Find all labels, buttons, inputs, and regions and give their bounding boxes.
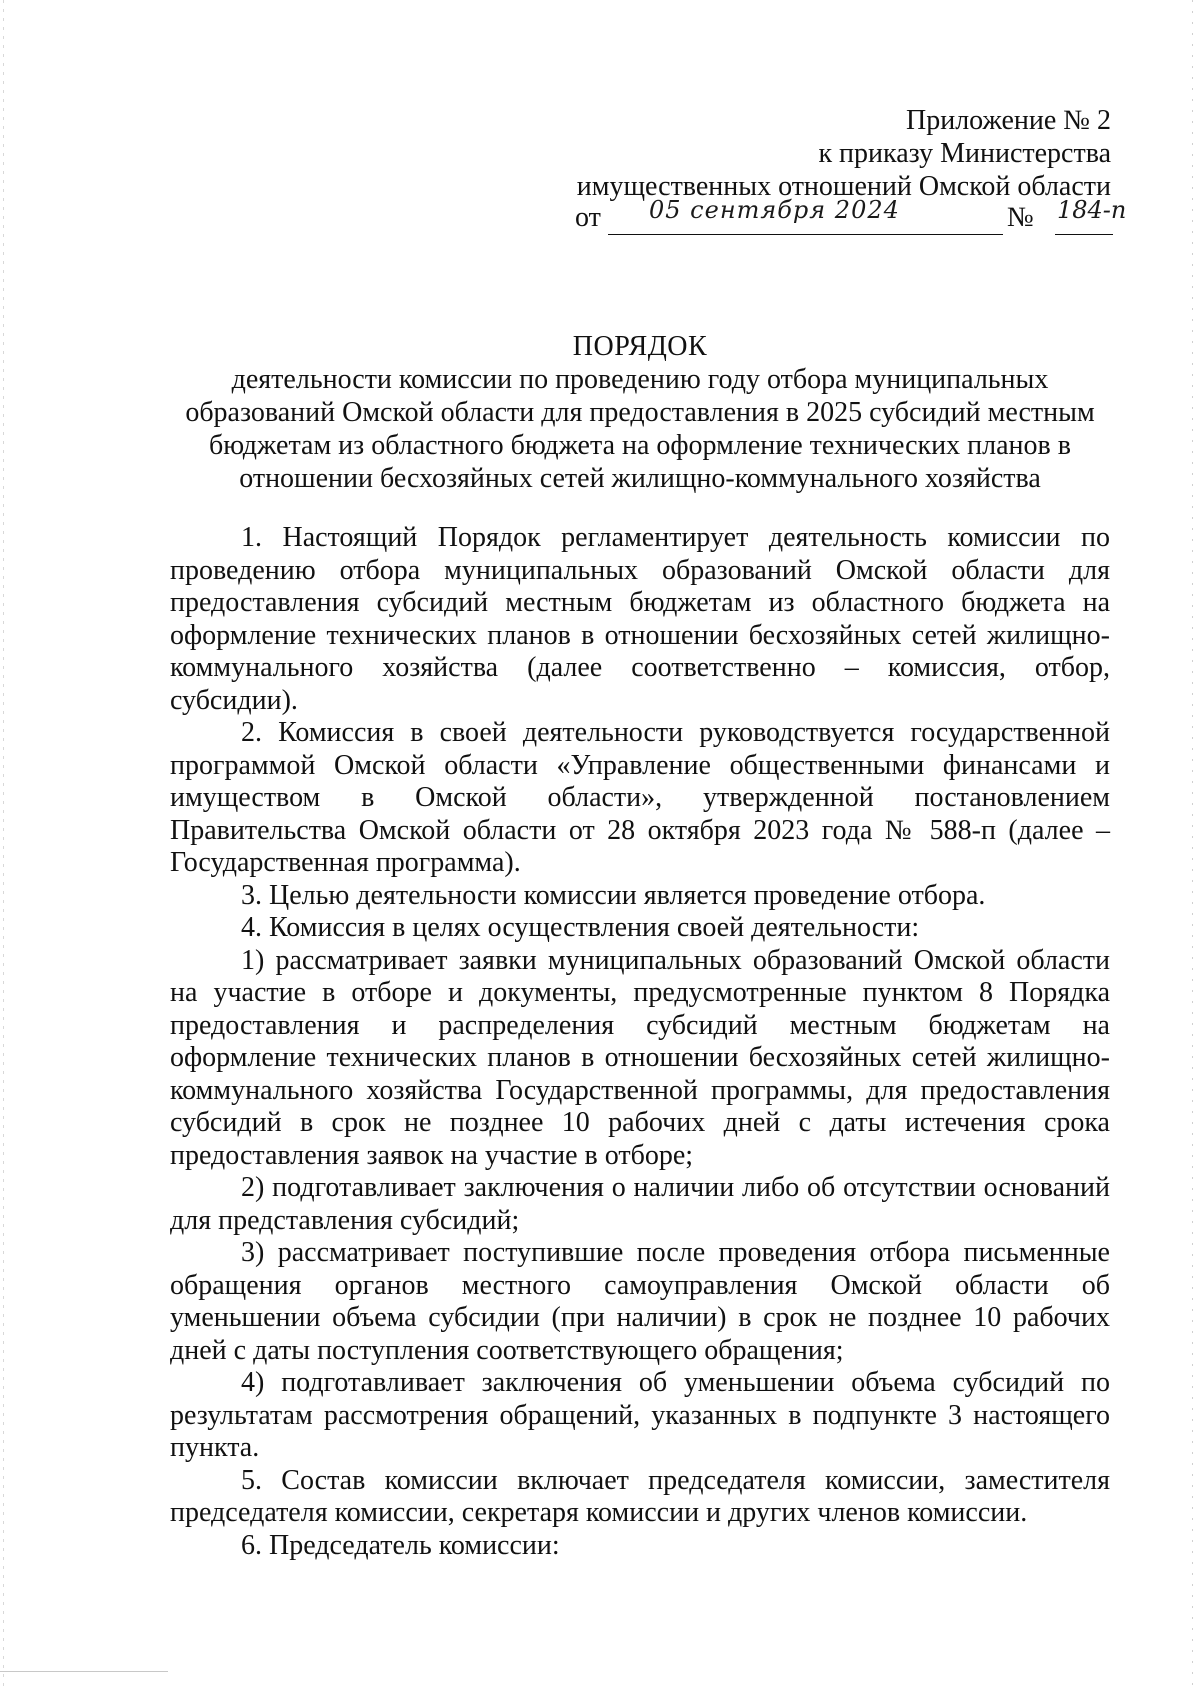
paragraph: 6. Председатель комиссии:: [241, 1529, 560, 1561]
scan-edge-left: [3, 0, 4, 1686]
handwritten-number: 184-п: [1057, 196, 1127, 224]
paragraph: 3) рассматривает поступившие после проведения отбора письменные обращения органов местного самоуправления Омской области об уменьшении объема субсидии (при наличии) в срок не позднее 10 рабочих дней с даты поступления соответствующего обращения;: [170, 1237, 1110, 1366]
appendix-header: [577, 104, 1111, 203]
paragraph: 2) подготавливает заключения о наличии либо об отсутствии оснований для представления субсидий;: [170, 1172, 1110, 1236]
paragraph: 1. Настоящий Порядок регламентирует деятельность комиссии по проведению отбора муниципальных образований Омской области для предоставления субсидий местным бюджетам из областного бюджета на оформление технических планов в отношении бесхозяйных сетей жилищно-коммунального хозяйства (далее соответственно – комиссия, отбор, субсидии).: [170, 522, 1110, 716]
date-prefix: от: [575, 202, 601, 233]
number-prefix: №: [1007, 202, 1034, 233]
document-title: [170, 330, 1110, 495]
paragraph: 4. Комиссия в целях осуществления своей деятельности:: [241, 912, 920, 943]
paragraph: 2. Комиссия в своей деятельности руководствуется государственной программой Омской области «Управление общественными финансами и имуществом в Омской области», утвержденной постановлением Правительства Омской области от 28 октября 2023 года № 588-п (далее – Государственная программа).: [170, 717, 1110, 878]
document-subtitle: деятельности комиссии по проведению году отбора муниципальных образований Омской области для предоставления в 2025 субсидий местным бюджетам из областного бюджета на оформление технических планов в отношении бесхозяйных сетей жилищно-коммунального хозяйства: [185, 364, 1095, 494]
appendix-line-1: Приложение № 2: [906, 105, 1111, 136]
paragraph: 5. Состав комиссии включает председателя комиссии, заместителя председателя комиссии, секретаря комиссии и других членов комиссии.: [170, 1464, 1110, 1528]
appendix-line-3: имущественных отношений Омской области: [576, 171, 1111, 202]
paragraph: 4) подготавливает заключения об уменьшении объема субсидий по результатам рассмотрения обращений, указанных в подпункте 3 настоящего пункта.: [170, 1367, 1110, 1463]
document-body: [170, 522, 1110, 1562]
document-kind: ПОРЯДОК: [572, 331, 708, 362]
paragraph: 1) рассматривает заявки муниципальных образований Омской области на участие в отборе и документы, предусмотренные пунктом 8 Порядка предоставления и распределения субсидий местным бюджетам на оформление технических планов в отношении бесхозяйных сетей жилищно-коммунального хозяйства Государственной программы, для предоставления субсидий в срок не позднее 10 рабочих дней с даты истечения срока предоставления заявок на участие в отборе;: [170, 944, 1110, 1171]
scan-artifact-line: [0, 1671, 168, 1672]
scan-edge-right: [1192, 0, 1193, 1686]
order-date-line: [575, 196, 1127, 238]
handwritten-date: 05 сентября 2024: [649, 196, 900, 224]
appendix-line-2: к приказу Министерства: [818, 138, 1111, 169]
paragraph: 3. Целью деятельности комиссии является проведение отбора.: [241, 879, 986, 911]
